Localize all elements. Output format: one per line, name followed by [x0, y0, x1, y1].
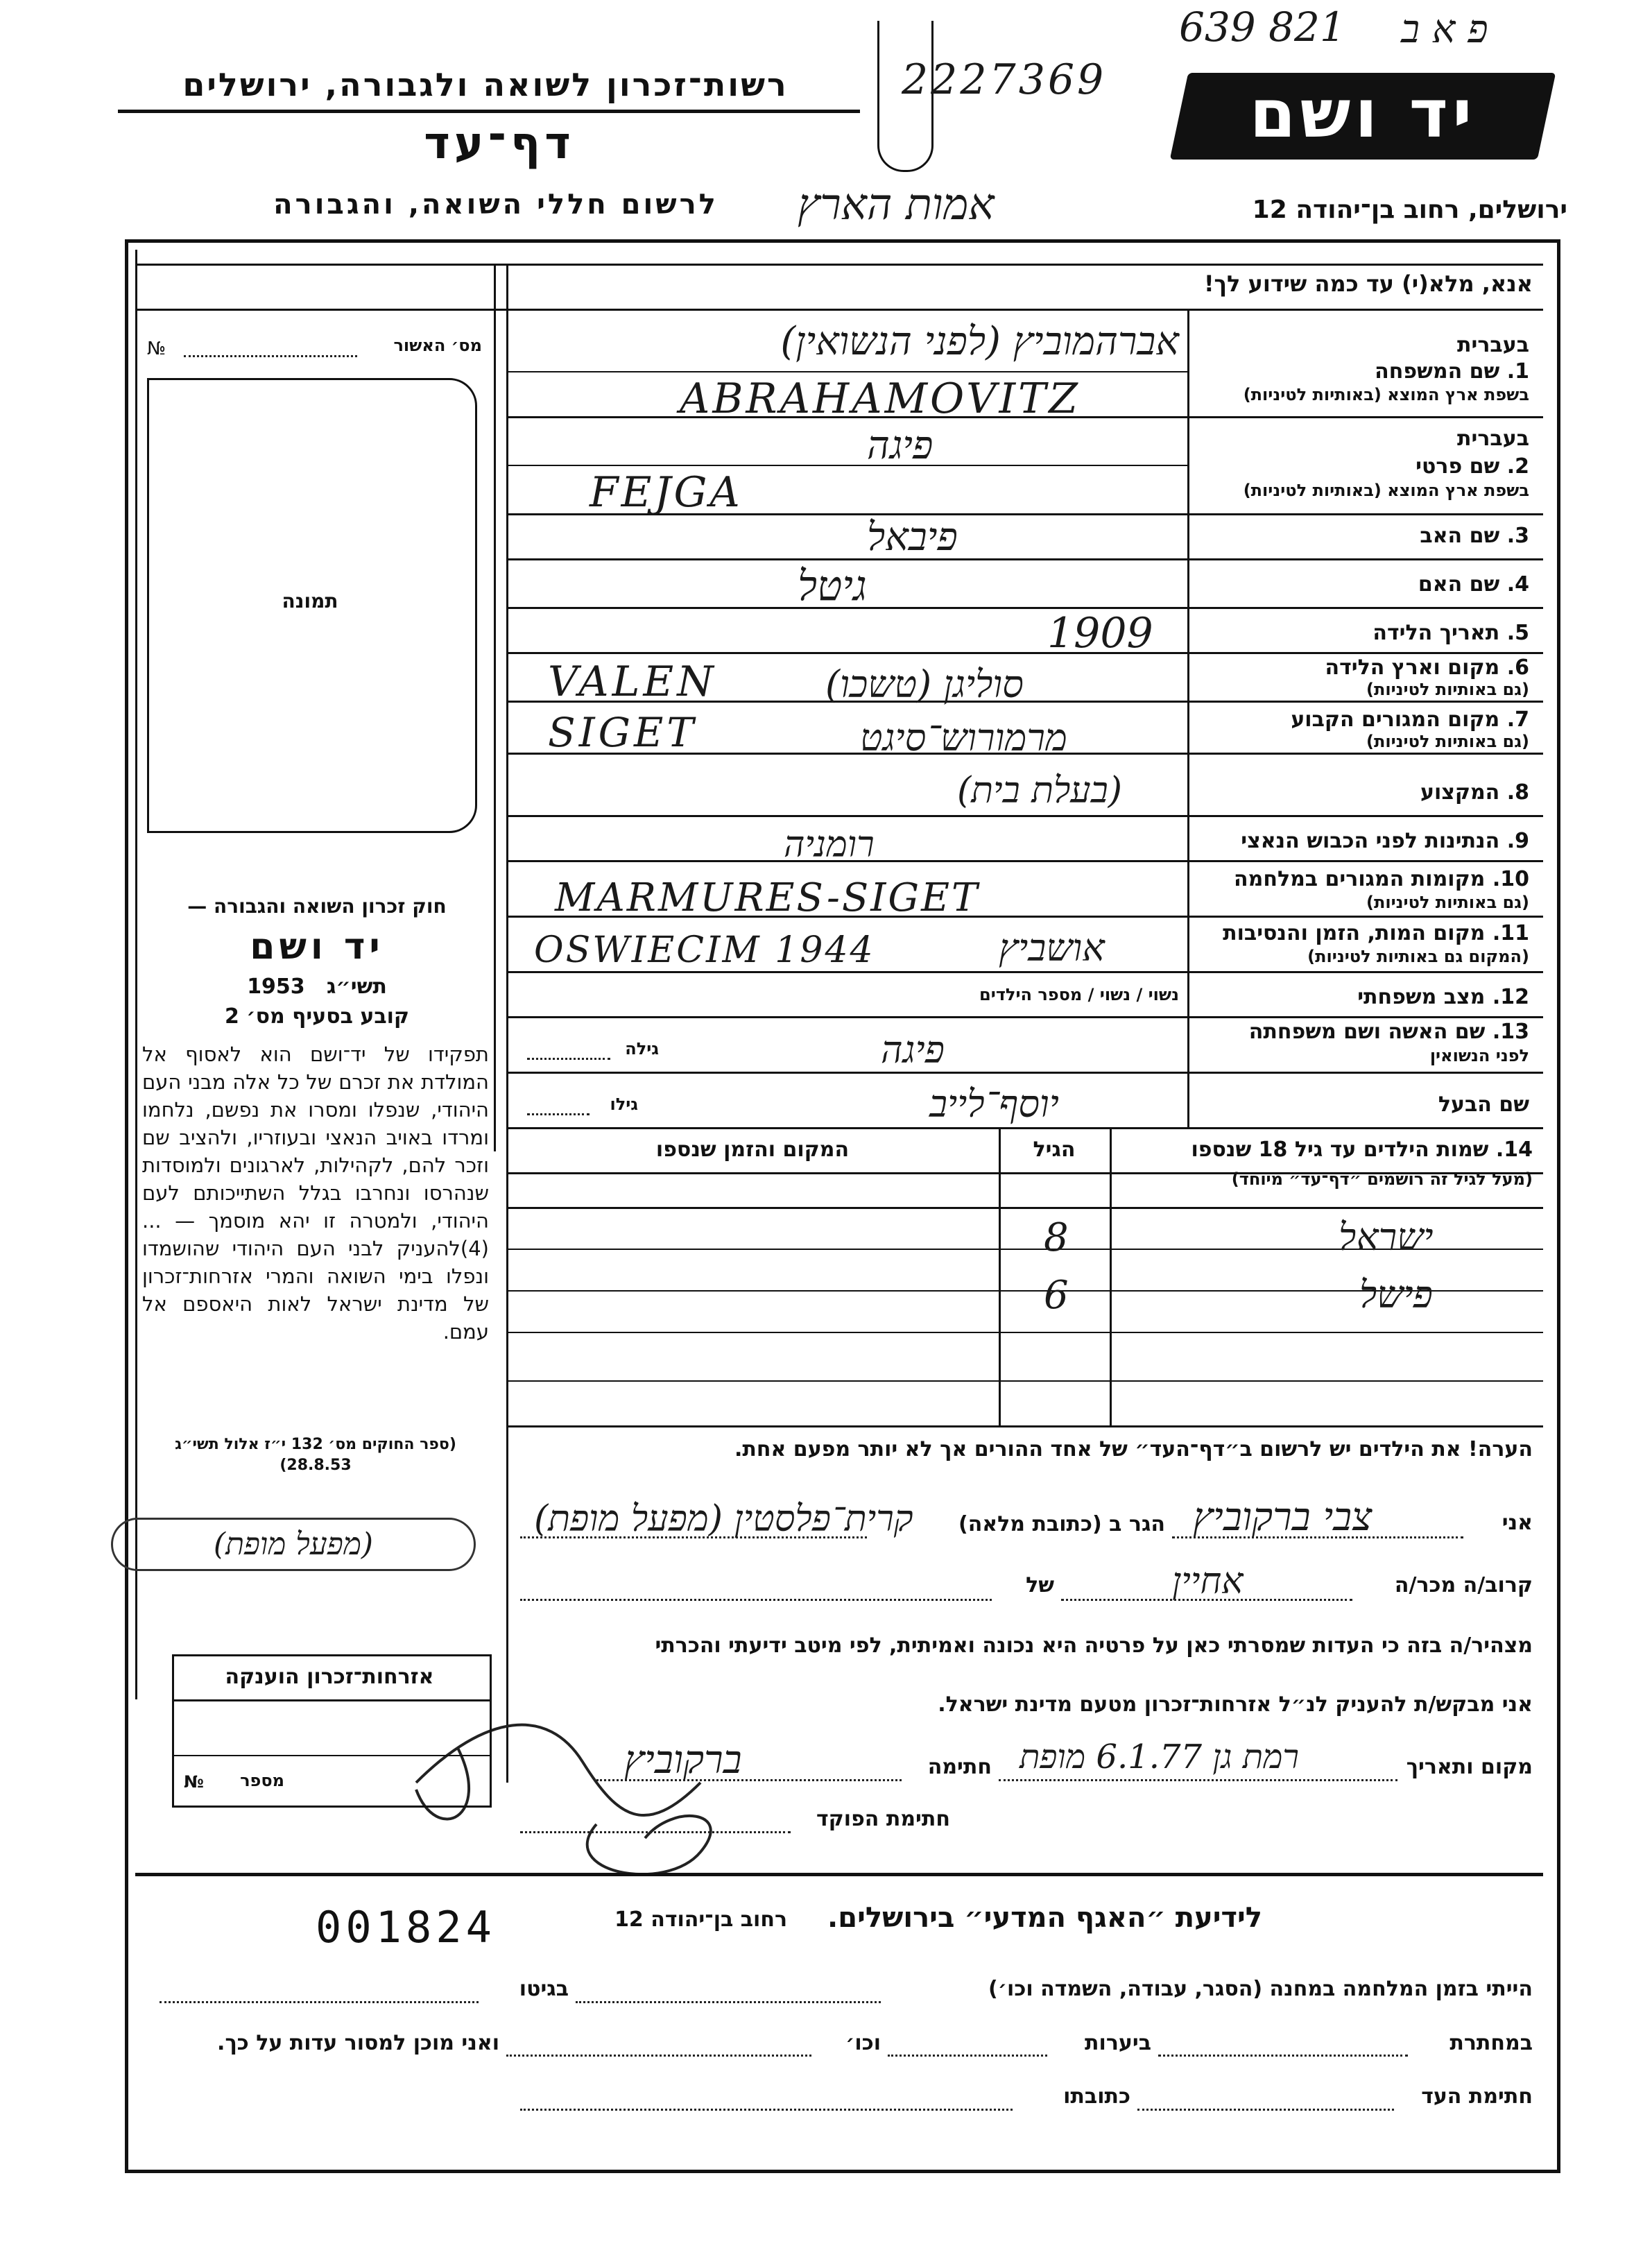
field-13-label: 13. שם האשה ושם משפחתה [1248, 1020, 1529, 1044]
field-11-label: 11. מקום המות, הזמן והנסיבות [1223, 921, 1529, 945]
declarant-name: צבי ברקוביץ [1193, 1495, 1373, 1540]
of-label: של [1026, 1573, 1054, 1597]
top-rule [135, 264, 1543, 266]
field-7-value-heb: מרמורוש־סיגט [860, 716, 1067, 760]
field-12-value: נשוי / נשוי / מספר הילדים [979, 985, 1179, 1004]
field-10-label: 10. מקומות המגורים במלחמה [1234, 867, 1529, 891]
law-ref: (ספר החוקים מס׳ 132 י״ז אלול תשי״ג 28.8.53) [175, 1436, 456, 1474]
footer-address: רחוב בן־יהודה 12 [614, 1907, 787, 1932]
law-text: תפקידו של יד־ושם הוא לאסוף אל המולדת את זכרם של כל אלה מבני העם היהודי, שנפלו ומסרו את נפשם, נלחמו ומרדו באויב הנאצי ובעוזריו, ולהציב שם וזכר להם, לקהילות, לארגונים ולמוסדות שנהרסו ונחרבו בגלל השתייכותם לעם היהודי, ולמטרה זו יהא מוסמך — ...(4)להעניק לבני העם היהודי שהושמדו ונפלו בימי השואה והמרי אזרחות־זכרון של מדינת ישראל לאות היאספם אל עמם. [142, 1043, 489, 1344]
place-date-label: מקום ותאריך [1406, 1755, 1533, 1779]
field-11-value-lat: OSWIECIM 1944 [534, 929, 875, 971]
field-2-value-lat: FEJGA [590, 468, 743, 517]
row-rule-9 [506, 860, 1543, 862]
citizenship-box-rule-2 [172, 1755, 490, 1756]
footer-rule [135, 1873, 1543, 1876]
footer-line1-end: בגיטו [519, 1977, 569, 2001]
field-13-age-dots [527, 1058, 610, 1060]
footer-line2-c-dots [506, 2055, 811, 2057]
header-rule [118, 110, 860, 113]
place-date-value: רמת גן 6.1.77 מופת [1019, 1738, 1299, 1776]
field-10-value-lat: MARMURES-SIGET [555, 875, 980, 920]
field-1-label: 1. שם המשפחה [1375, 359, 1529, 384]
footer-line1-end-dots [160, 2001, 479, 2003]
field-5-value: 1909 [1047, 609, 1153, 658]
signature-label: חתימה [927, 1755, 992, 1779]
field-4-label: 4. שם האם [1418, 572, 1529, 597]
form-title: דף־עד [424, 118, 575, 169]
field-6-label: 6. מקום וארץ הלידה [1325, 655, 1529, 680]
statement-1: מצהיר/ה בזה כי העדות שמסרתי כאן על פרטיה היא נכונה ואמיתית, לפי מיטב ידיעתי והכרתי [655, 1633, 1533, 1658]
law-clause: קובע בסעיף מס׳ 2 [224, 1004, 410, 1029]
field-3-label: 3. שם האב [1420, 524, 1529, 548]
children-col-place: המקום והזמן שנספו [655, 1138, 850, 1162]
child-1-age: 8 [1044, 1215, 1069, 1260]
photo-label: תמונה [282, 590, 338, 612]
citizenship-box-title: אזרחות־זכרון הוענקה [225, 1665, 434, 1689]
field-11-value-heb: אושביץ [999, 926, 1105, 970]
address: ירושלים, רחוב בן־יהודה 12 [1252, 196, 1567, 224]
row-rule-12 [506, 1016, 1543, 1018]
field-1-value-lat: ABRAHAMOVITZ [680, 375, 1081, 423]
address-value: קרית־פלסטין (מפעל מופת) [534, 1498, 913, 1540]
footer-line3-b-dots [520, 2109, 1013, 2111]
field-12-label: 12. מצב משפחתי [1357, 985, 1529, 1009]
children-title-sub: (מעל לגיל זה רושמים ״דף־עד״ מיוחד) [1231, 1169, 1533, 1189]
field-6-sub: (גם באותיות לטיניות) [1366, 680, 1529, 699]
logo-text: יד ושם [1249, 75, 1477, 153]
official-label: חתימת הפוקד [816, 1807, 950, 1831]
law-year-heb: תשי״ג [327, 975, 387, 999]
citizenship-box-prefix: № [184, 1772, 204, 1792]
husband-label: שם הבעל [1438, 1092, 1529, 1117]
place-date-dots [999, 1779, 1397, 1781]
footer-line1: הייתי בזמן המלחמה במחנה (הסגר, עבודה, השמדה וכו׳) [988, 1977, 1533, 2001]
citizenship-box-rule-1 [172, 1699, 490, 1701]
field-2-label: 2. שם פרטי [1416, 454, 1529, 479]
footer-line3-b: כתובתו [1063, 2084, 1130, 2109]
field-13-value: פיגה [881, 1028, 945, 1072]
citizenship-box-number: מספר [240, 1771, 284, 1790]
handwritten-header-note: אמות הארץ [798, 179, 995, 230]
field-1-subtop: בעברית [1457, 333, 1529, 357]
children-header-rule [506, 1207, 1543, 1209]
address-continuation: (מפעל מופת) [111, 1518, 476, 1571]
row-rule-8 [506, 815, 1543, 817]
children-row-rule-4 [506, 1380, 1543, 1382]
statement-2: אני מבקש/ת להעניק לנ״ל אזרחות־זכרון מטעם מדינת ישראל. [938, 1692, 1533, 1717]
footer-line3-a: חתימת העד [1421, 2084, 1533, 2109]
husband-value: יוסף־לייב [929, 1082, 1059, 1126]
stamp-number: 2227369 [902, 55, 1107, 104]
husband-age-dots [527, 1113, 590, 1115]
footer-line3-a-dots [1137, 2109, 1394, 2111]
law-name: יד ושם [250, 926, 384, 968]
note: הערה! את הילדים יש לרשום ב״דף־העד״ של אחד ההורים אך לא יותר מפעם אחת. [734, 1437, 1533, 1461]
field-1-value-heb: אברהמוביץ (לפני הנשואין) [780, 319, 1179, 364]
footer-line2-end: ואני מוכן למסור עדות על כך. [217, 2031, 499, 2055]
field-7-value-lat: SIGET [548, 709, 698, 756]
law-year: 1953 [247, 975, 305, 999]
field-2-sub: בשפת ארץ המוצא (באותיות לטיניות) [1243, 481, 1529, 500]
field-2-subtop: בעברית [1457, 427, 1529, 451]
row1-split [506, 371, 1187, 372]
children-col-age: הגיל [1033, 1138, 1076, 1162]
field-2-value-heb: פיגה [867, 423, 933, 468]
signature-value: ברקוביץ [624, 1738, 742, 1783]
row-rule-11 [506, 971, 1543, 973]
field-6-value-lat: VALEN [548, 658, 717, 706]
field-8-label: 8. המקצוע [1420, 780, 1529, 805]
field-11-sub: (המקום גם באותיות לטיניות) [1307, 947, 1529, 966]
footer-line1-dots [576, 2001, 881, 2003]
approval-label: מס׳ האשור [393, 336, 482, 355]
field-1-sub: בשפת ארץ המוצא (באותיות לטיניות) [1243, 385, 1529, 404]
relative-value: אחיין [1172, 1561, 1244, 1602]
footer-line2-b-dots [888, 2055, 1047, 2057]
row2-split [506, 465, 1187, 466]
label-column-divider [1187, 309, 1189, 1127]
footer-line2-a: במחתרת [1449, 2031, 1533, 2055]
child-2-age: 6 [1044, 1273, 1069, 1318]
field-7-label: 7. מקום המגורים הקבוע [1291, 708, 1529, 732]
value-column-left [506, 264, 508, 1783]
row-rule-13 [506, 1072, 1543, 1074]
instruction: אנא, מלא(י) עד כמה שידוע לך! [1203, 271, 1533, 297]
approval-prefix: № [147, 338, 166, 359]
of-dots [520, 1599, 992, 1601]
field-10-sub: (גם באותיות לטיניות) [1366, 893, 1529, 912]
law-title: חוק זכרון השואה והגבורה — [187, 895, 447, 918]
children-title: 14. שמות הילדים עד גיל 18 שנספו [1191, 1138, 1533, 1162]
row-rule-14 [506, 1127, 1543, 1129]
field-9-label: 9. הנתינות לפני הכבוש הנאצי [1241, 829, 1529, 853]
child-1-name: ישראל [1339, 1215, 1434, 1259]
field-8-value: (בעלת בית) [957, 770, 1123, 812]
field-4-value: גיטל [798, 562, 867, 610]
row-rule-5 [506, 652, 1543, 654]
footer-line2-c: וכו׳ [845, 2031, 881, 2055]
row-rule-3 [506, 558, 1543, 560]
footer-to: לידיעת ״האגף המדעי״ בירושלים. [827, 1902, 1262, 1934]
left-panel-divider [494, 264, 496, 1151]
field-9-value: רומניה [784, 824, 875, 866]
footer-line2-a-dots [1158, 2055, 1408, 2057]
serial-number: 001824 [316, 1902, 496, 1953]
top-id-note: 639 821 [1179, 3, 1345, 51]
husband-age-label: גילו [610, 1095, 638, 1114]
inner-left-rule [135, 250, 137, 1699]
children-row-rule-3 [506, 1332, 1543, 1333]
children-bottom-rule [506, 1425, 1543, 1427]
field-13-age-label: גילה [625, 1039, 659, 1058]
footer-line2-b: ביערות [1085, 2031, 1151, 2055]
child-2-name: פישל [1359, 1273, 1433, 1317]
registry-line: לרשום חללי השואה, והגבורה [273, 189, 719, 221]
field-3-value: פיבאל [867, 515, 958, 560]
field-13-sub: לפני הנשואין [1429, 1046, 1529, 1065]
relative-label: קרוב/ה מכר/ה [1394, 1573, 1533, 1597]
top-right-note: פ א ב [1401, 7, 1488, 52]
row-rule-4 [506, 607, 1543, 609]
field-5-label: 5. תאריך הלידה [1373, 621, 1529, 645]
declarant-label: אני [1502, 1511, 1533, 1535]
authority-line: רשות־זכרון לשואה ולגבורה, ירושלים [182, 66, 789, 103]
instruction-rule [135, 309, 1543, 311]
field-7-sub: (גם באותיות לטיניות) [1366, 732, 1529, 751]
address-label: הגר ב (כתובת מלאה) [958, 1512, 1165, 1536]
law-year-row [147, 975, 487, 999]
field-6-value-heb: סוליגן (טשכו) [825, 662, 1024, 706]
approval-dots [184, 355, 357, 357]
